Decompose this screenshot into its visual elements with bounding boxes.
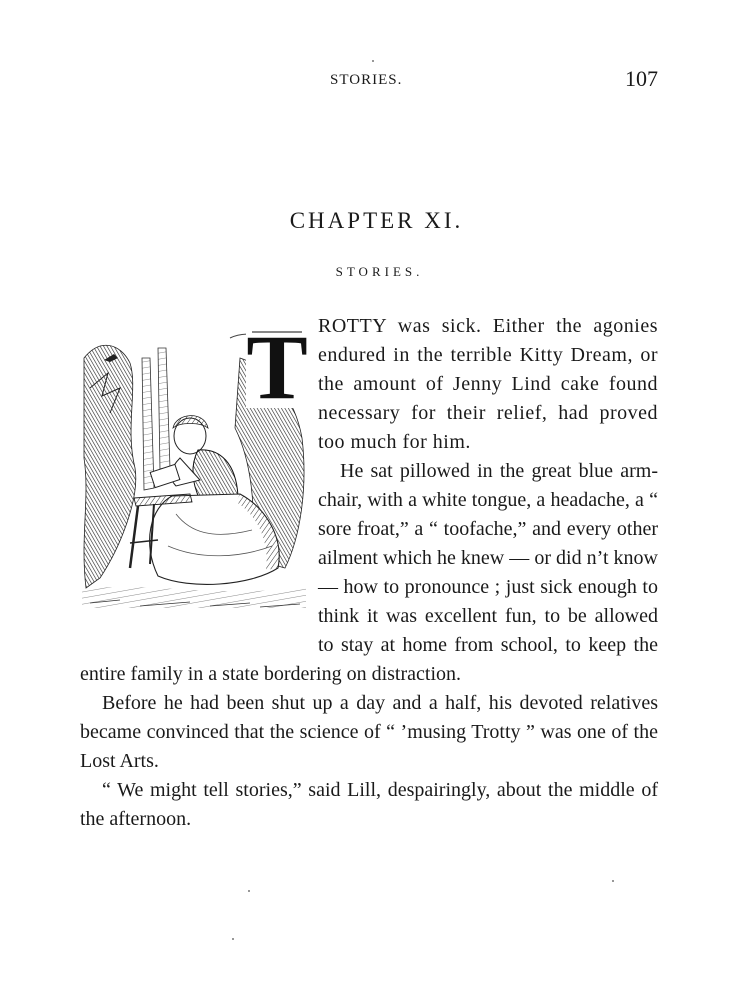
paper-speck — [612, 880, 614, 882]
drop-cap: T — [246, 318, 308, 418]
chapter-subtitle: STORIES. — [335, 264, 424, 279]
paragraph-2: He sat pillowed in the great blue arm-chair, with a white tongue, a headache, a “ sore froat,” a “ toofache,” and every other ailment which he knew — or did n’t know — how to pronounce ; just sick enough to think it was excellent fun, to be allowed to stay at home from school, to keep the entire family in a state bordering on distraction. — [80, 460, 658, 685]
chapter-title: CHAPTER XI. — [289, 208, 464, 233]
running-head — [80, 66, 658, 96]
illustration-space — [80, 312, 318, 632]
running-title: STORIES. — [330, 72, 403, 88]
paper-speck — [248, 890, 250, 892]
paragraph-4: “ We might tell stories,” said Lill, despairingly, about the middle of the afternoon. — [80, 779, 658, 830]
paper-speck — [372, 60, 374, 62]
paper-speck — [232, 938, 234, 940]
body-text — [80, 312, 658, 834]
paragraph-1-text: ROTTY was sick. Either the agonies endured in the terrible Kitty Dream, or the amount of Jenny Lind cake found necessary for their relief, had proved too much for him. — [318, 315, 658, 453]
paragraph-3: Before he had been shut up a day and a half, his devoted relatives became convinced that the science of “ ’musing Trotty ” was one of the Lost Arts. — [80, 692, 658, 772]
page-number: 107 — [625, 66, 658, 91]
